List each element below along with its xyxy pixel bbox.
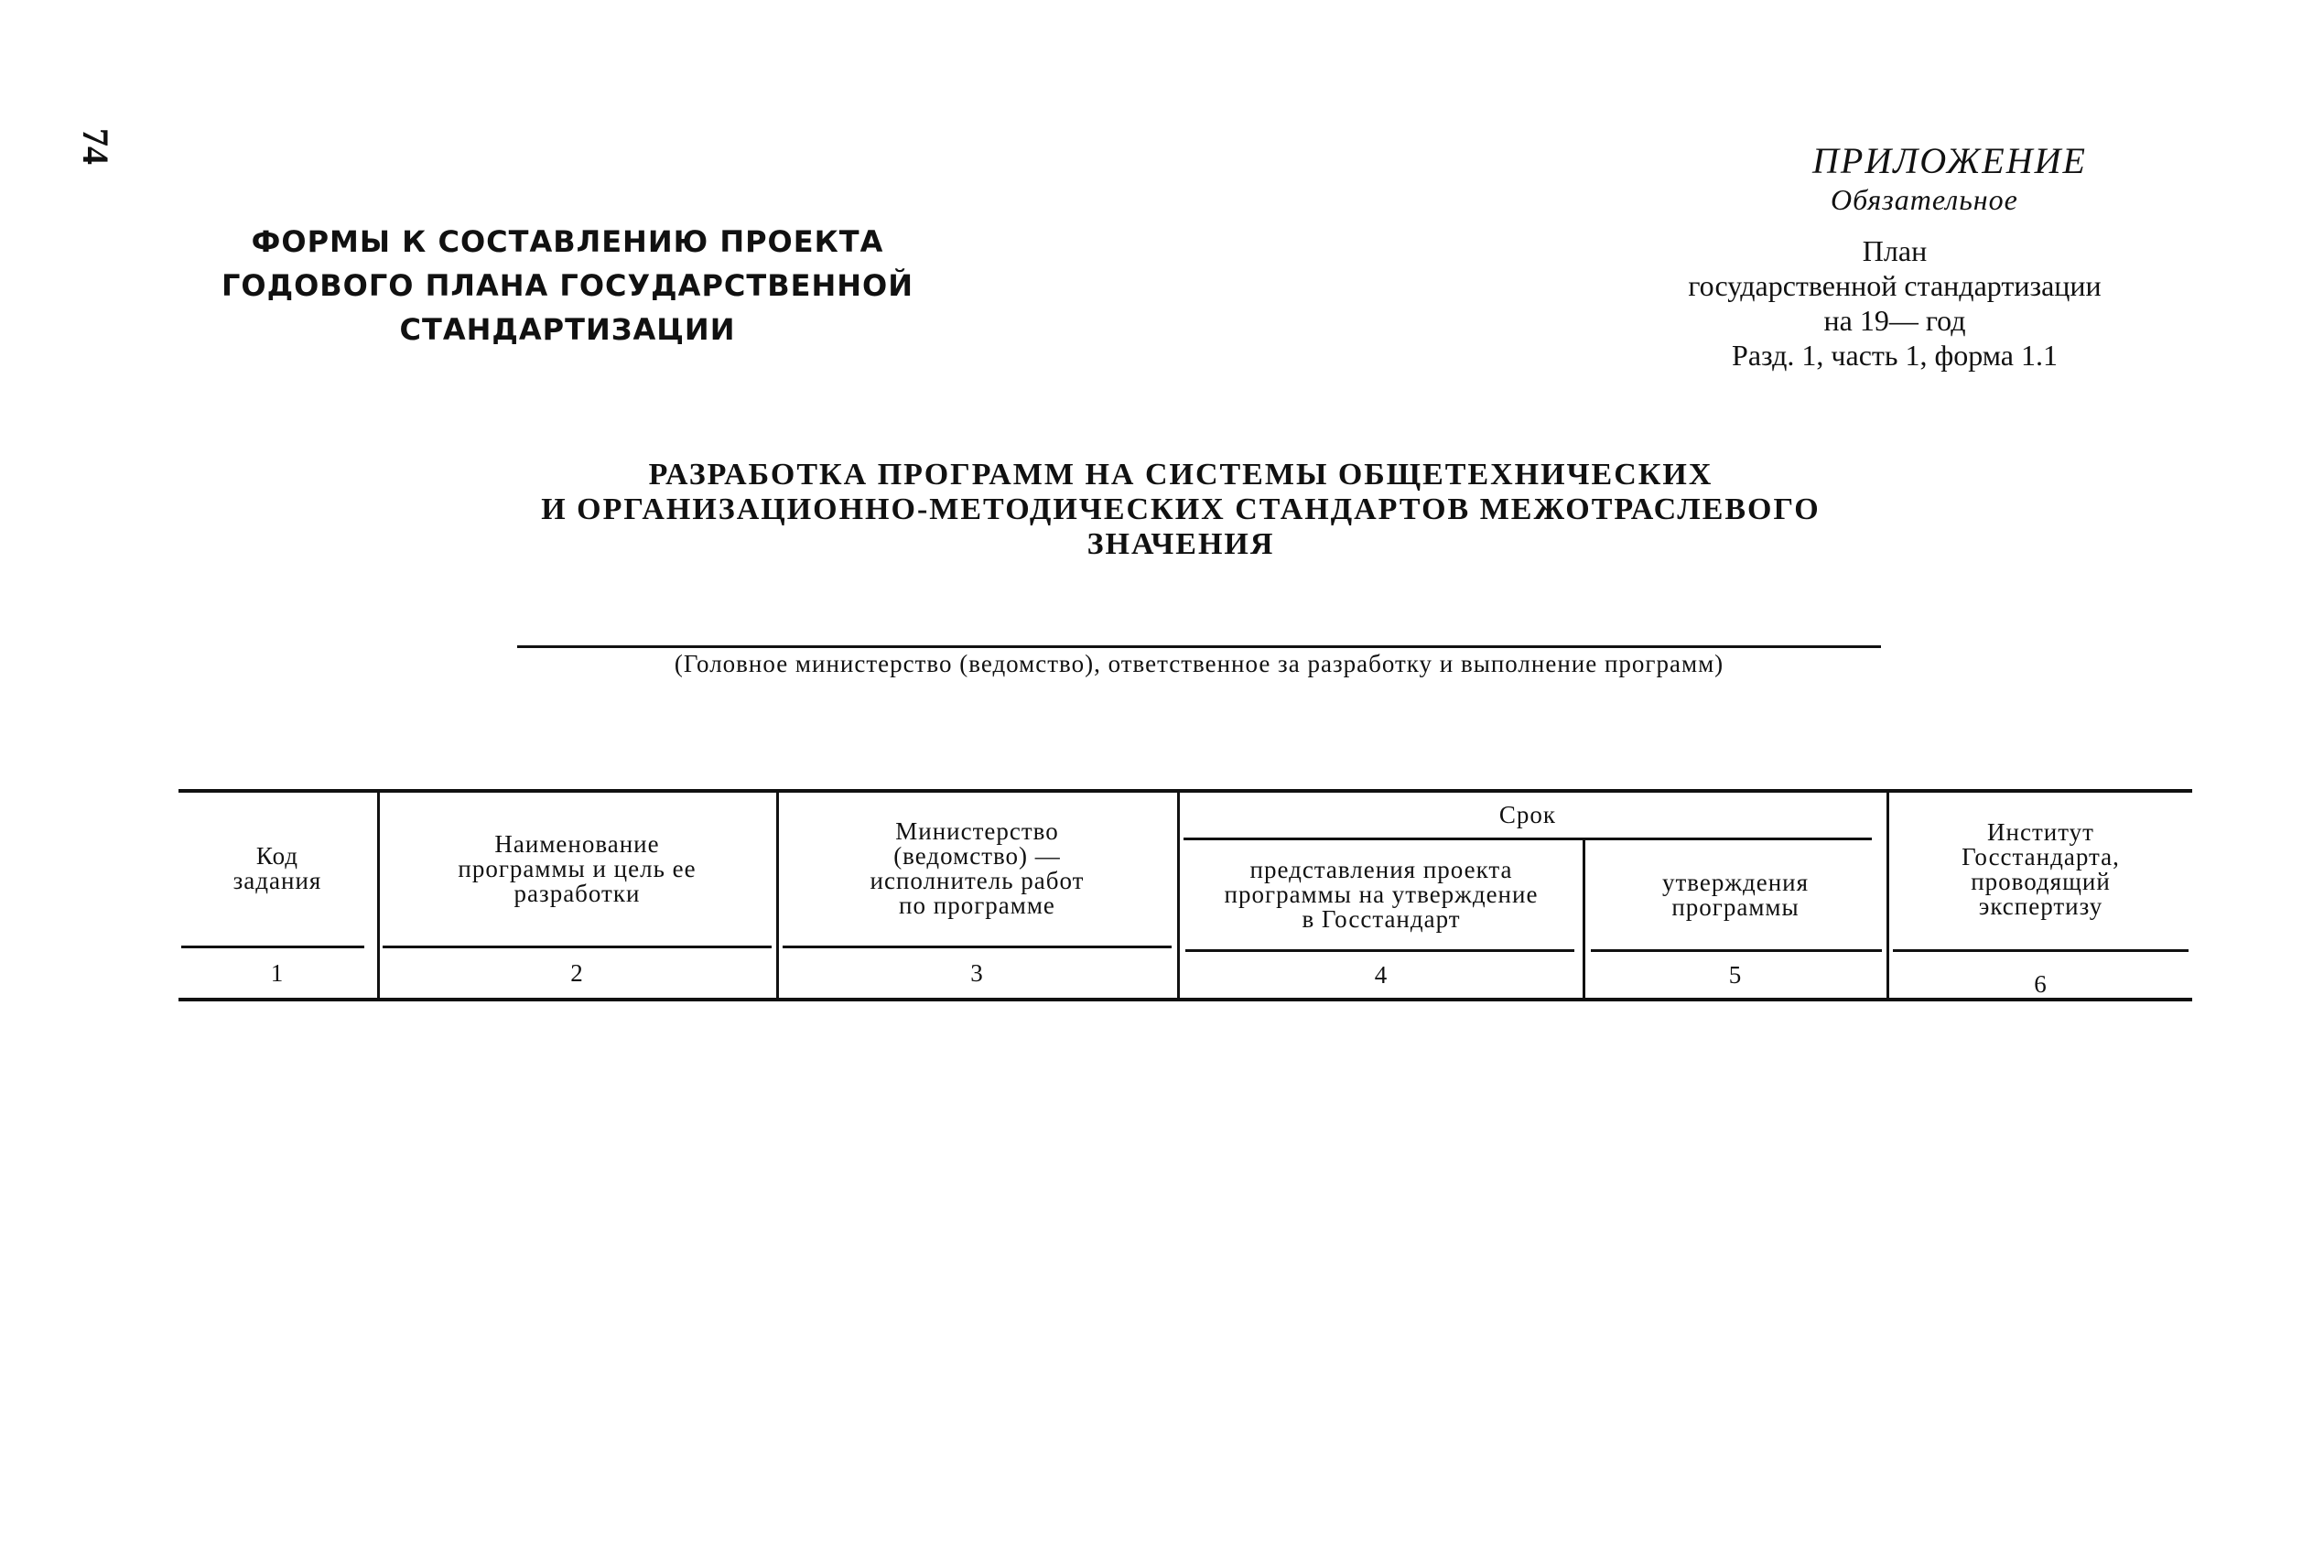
column-header [383,793,772,945]
header-line: (ведомство) — [893,842,1061,870]
header-line: экспертизу [1978,892,2103,920]
forms-heading-line: ГОДОВОГО ПЛАНА ГОСУДАРСТВЕННОЙ [221,268,913,303]
header-line: Институт [1987,818,2094,846]
column-rule [776,793,779,998]
header-line: задания [232,867,322,894]
forms-heading-line: СТАНДАРТИЗАЦИИ [399,312,736,347]
main-title-line: РАЗРАБОТКА ПРОГРАММ НА СИСТЕМЫ ОБЩЕТЕХНИЧЕСКИХ [648,458,1713,492]
page-number: 74 [75,128,116,165]
appendix-label: ПРИЛОЖЕНИЕ [1812,140,2087,181]
column-rule [377,793,380,998]
header-line: представления проекта [1249,856,1513,883]
column-header [181,793,373,945]
header-divider [1591,949,1882,952]
column-number: 6 [2034,969,2048,998]
header-divider [1893,949,2189,952]
column-header [783,793,1172,945]
header-line: Наименование [494,829,660,858]
column-number: 2 [570,958,584,987]
plan-line: государственной стандартизации [1688,269,2102,302]
column-number: 1 [270,958,285,987]
plan-line: на 19— год [1823,304,1966,337]
header-line: программы и цель ее [458,854,697,882]
forms-heading-line: ФОРМЫ К СОСТАВЛЕНИЮ ПРОЕКТА [251,224,884,259]
column-number: 4 [1374,960,1389,989]
forms-heading [220,220,915,351]
header-line: разработки [513,879,641,907]
main-title [384,458,1977,562]
main-title-line: И ОРГАНИЗАЦИОННО-МЕТОДИЧЕСКИХ СТАНДАРТОВ МЕЖОТРАСЛЕВОГО [541,492,1821,526]
header-line: Госстандарта, [1962,843,2120,871]
header-line: программы [1671,892,1800,921]
header-divider [181,946,364,948]
header-divider [1185,949,1574,952]
column-number: 5 [1728,960,1743,989]
header-line: Министерство [895,817,1059,845]
plan-block [1620,233,2169,373]
header-line: по программе [899,892,1055,919]
column-number: 3 [970,958,984,987]
signature-caption: (Головное министерство (ведомство), ответственное за разработку и выполнение программ) [674,650,1724,677]
group-header-label: Срок [1498,800,1557,828]
signature-line [517,645,1881,648]
group-divider [1184,838,1872,840]
column-rule [1177,793,1180,998]
header-line: в Госстандарт [1302,905,1461,933]
column-header [1184,842,1579,947]
appendix-status: Обязательное [1831,183,2018,216]
header-line: Код [255,842,299,870]
plan-line: Разд. 1, часть 1, форма 1.1 [1732,339,2058,372]
column-header [1588,842,1883,947]
header-line: проводящий [1971,868,2111,895]
header-line: утверждения [1661,868,1810,896]
header-line: исполнитель работ [870,867,1085,894]
main-title-line: ЗНАЧЕНИЯ [1086,527,1275,561]
header-line: программы на утверждение [1224,881,1539,908]
table-bottom-rule [178,998,2192,1001]
header-divider [383,946,772,948]
group-header [1184,793,1872,837]
column-rule [1583,840,1585,998]
plan-line: План [1862,234,1928,267]
header-divider [783,946,1172,948]
column-header [1893,793,2189,946]
column-rule [1886,793,1889,998]
